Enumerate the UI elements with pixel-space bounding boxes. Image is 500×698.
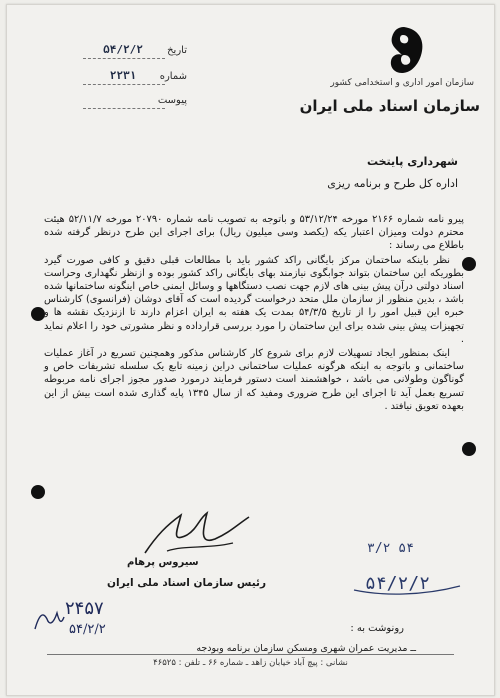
punch-hole [462, 442, 476, 456]
handwritten-number-date: ۵۴/۲/۲ [69, 622, 106, 637]
handwritten-date-top: ۳/۲ ۵۴ [367, 541, 414, 556]
attachment-field [47, 95, 187, 111]
body-paragraph: اینک بمنظور ایجاد تسهیلات لازم برای شروع کار کارشناس مذکور وهمچنین تسریع در آغاز عملیات ساختمانی و باتوجه به اینکه هرگونه عملیات ساختمانی دراین زمینه تابع یک سلسله تشریفات خاص و گوناگون وطولانی می باشد ، خواهشمند است دستور فرمایند درمورد صدور مجوز اجرای نامه مربوطه تسریع بعمل آید تا اجرای این طرح ضروری ومفید که از سال ۱۳۴۵ پایه گذاری شده است بیش از این بعهده تعویق نیافتد . [44, 348, 464, 412]
handwritten-number: ۲۴۵۷ [65, 598, 104, 619]
copy-label: رونوشت به : [350, 623, 404, 634]
number-field [47, 71, 187, 87]
recipient-line-1: شهرداری پایتخت [366, 155, 458, 168]
letter-body [44, 213, 464, 414]
org-subtitle: سازمان امور اداری و استخدامی کشور [330, 78, 474, 88]
org-name: سازمان اسناد ملی ایران [299, 97, 480, 115]
attachment-label: پیوست [157, 95, 187, 106]
punch-hole [462, 257, 476, 271]
dotted-line [83, 84, 165, 85]
body-paragraph: پیرو نامه شماره ۲۱۶۶ مورخه ۵۳/۱۲/۲۴ و باتوجه به تصویب نامه شماره ۲۰۷۹۰ مورخه ۵۲/۱۱/۷ هیئت محترم دولت ومیزان اعتبار یکه (یکصد وسی میلیون ریال) برای اجرای این طرح درنظر گرفته شده باطلاع می رساند : [44, 214, 464, 252]
letter-page [6, 4, 495, 696]
signer-name: سیروس پرهام [127, 557, 199, 568]
date-field [47, 45, 187, 61]
date-label: تاریخ [167, 45, 187, 56]
recipient-line-2: اداره کل طرح و برنامه ریزی [327, 177, 458, 190]
signer-title: رئیس سازمان اسناد ملی ایران [107, 577, 267, 589]
handwritten-signature [137, 505, 257, 565]
footer-address: نشانی : پیچ آباد خیابان زاهد ـ شماره ۶۶ ـ تلفن : ۴۶۵۲۵ [153, 658, 348, 668]
footer-divider [47, 654, 454, 655]
number-label: شماره [159, 71, 187, 82]
copy-recipient: ــ مدیریت عمران شهری ومسکن سازمان برنامه وبودجه [196, 643, 416, 654]
punch-hole [31, 485, 45, 499]
body-paragraph: نظر باینکه ساختمان مرکز بایگانی راکد کشور باید با مطالعات قبلی دقیق و کافی صورت گیرد بطوریکه این ساختمان بتواند جوابگوی نیازمند بهای بایگانی راکد کشور بوده و ازنظر نگهداری وحراست اسناد دولتی درآن پیش بینی های لازم جهت نصب دستگاهها و وسائل ایمنی خاص اینگونه ساختمانها شده باشد ، بدین منظور از سازمان ملل متحد درخواست گردیده است که آقای دوشان (فرانسوی) کارشناس خبره این قبیل امور را از تاریخ ۵۴/۳/۵ بمدت یک هفته به ایران اعزام دارند تا ازنزدیک نقشه ها و تجهیزات پیش بینی شده برای این ساختمان را مورد بررسی قرارداده و نظر مشورتی خود را اعلام نماید . [44, 254, 465, 345]
punch-hole [31, 307, 45, 321]
organization-logo [382, 25, 426, 77]
dotted-line [83, 58, 165, 59]
dotted-line [83, 108, 165, 109]
handwritten-initials [31, 605, 67, 635]
handwritten-date: ۵۴/۲/۲ [365, 573, 431, 594]
number-value: ۲۲۳۱ [109, 69, 137, 82]
date-value: ۵۴/۲/۲ [103, 43, 143, 56]
date-underline [352, 580, 462, 600]
